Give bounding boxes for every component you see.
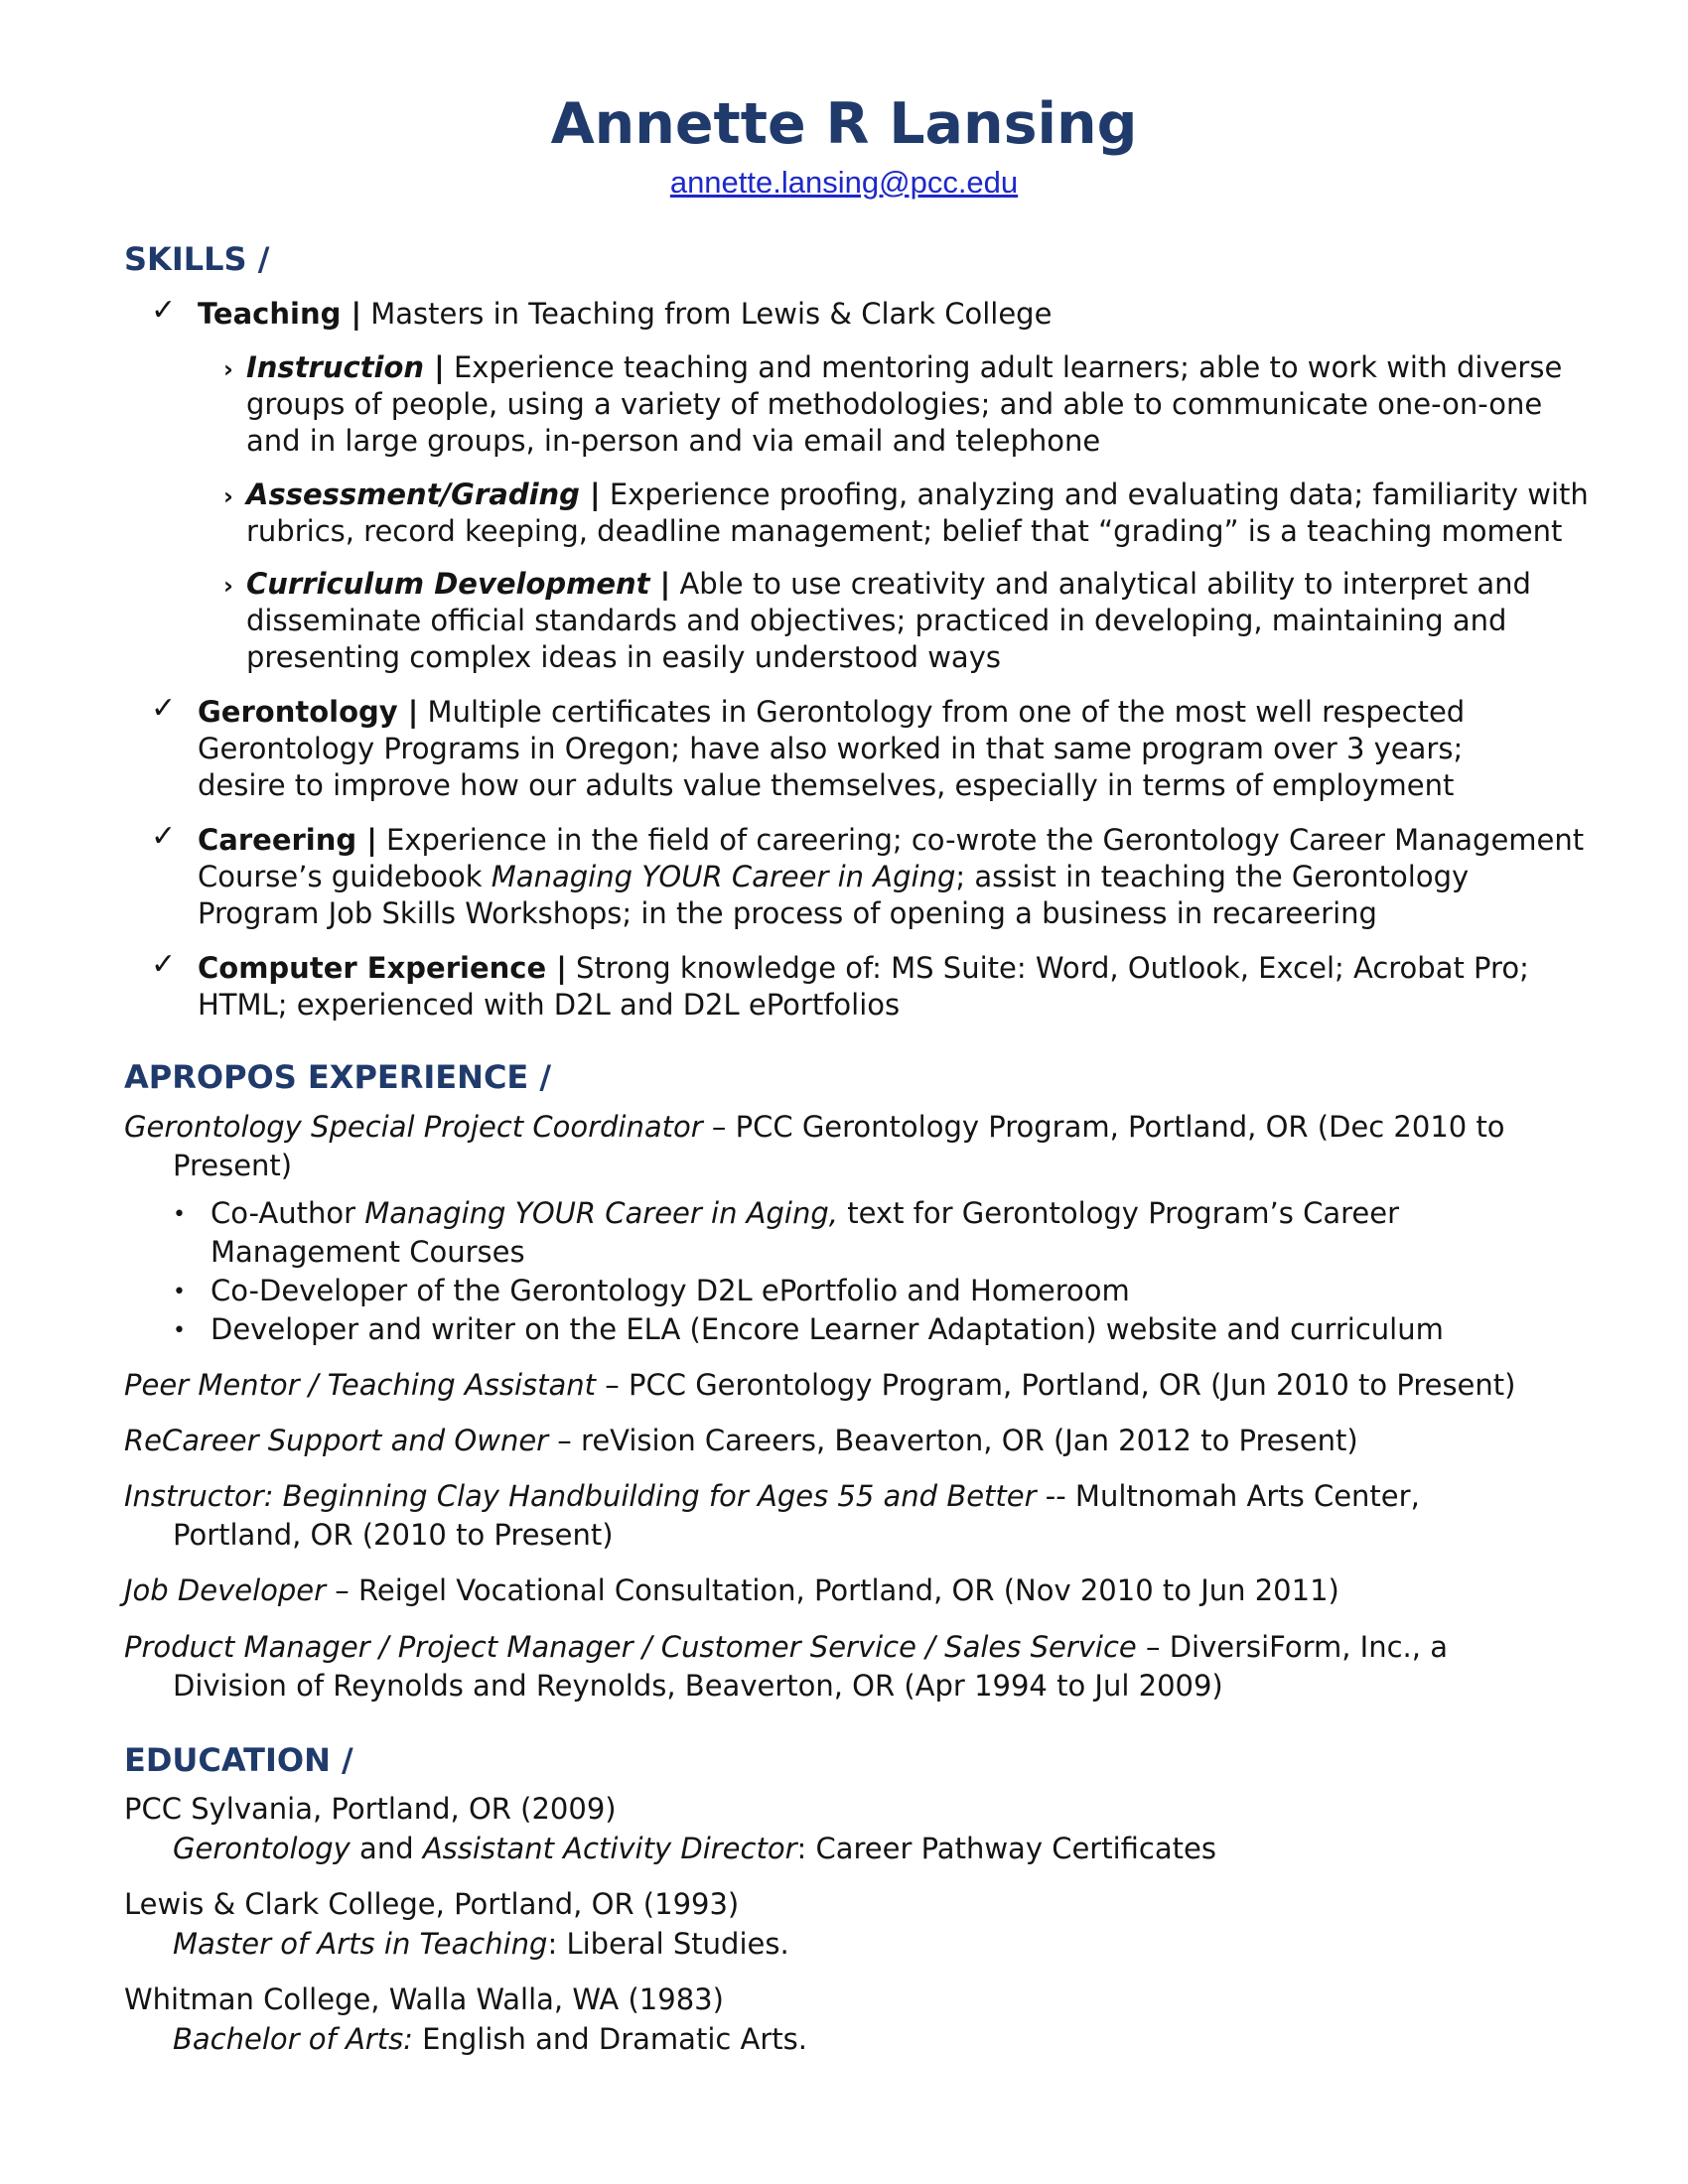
subskill-line: rubrics, record keeping, deadline management; belief that “grading” is a teaching moment (246, 514, 1563, 548)
subskill-text: Experience proofing, analyzing and evaluating data; familiarity with (600, 478, 1589, 511)
subskill-instruction (246, 350, 1563, 384)
job-entry (124, 1368, 1516, 1402)
subskill-title: Assessment/Grading | (246, 478, 601, 511)
subskill-line: groups of people, using a variety of methodologies; and able to communicate one-on-one (246, 387, 1543, 421)
subskill-title: Curriculum Development | (246, 567, 671, 601)
skill-line: Gerontology Programs in Oregon; have also worked in that same program over 3 years; (198, 732, 1464, 765)
skill-teaching (198, 297, 1053, 331)
subskill-title: Instruction | (246, 350, 445, 384)
subskill-text: Able to use creativity and analytical ability to interpret and (670, 567, 1531, 601)
subskill-line: and in large groups, in-person and via email and telephone (246, 424, 1101, 458)
job-details: – Reigel Vocational Consultation, Portland, OR (Nov 2010 to Jun 2011) (326, 1573, 1339, 1607)
skill-line: Program Job Skills Workshops; in the process of opening a business in recareering (198, 896, 1377, 930)
education-school: Whitman College, Walla Walla, WA (1983) (124, 1982, 724, 2016)
subskill-line: disseminate official standards and objectives; practiced in developing, maintaining and (246, 604, 1507, 637)
degree-name: Master of Arts in Teaching (173, 1927, 548, 1961)
education-school: PCC Sylvania, Portland, OR (2009) (124, 1792, 617, 1826)
degree-name: Gerontology (173, 1832, 351, 1865)
subskill-text: Experience teaching and mentoring adult learners; able to work with diverse (444, 350, 1563, 384)
skill-line (198, 860, 1470, 893)
experience-heading: APROPOS EXPERIENCE / (124, 1058, 552, 1096)
skill-text: Multiple certificates in Gerontology from one of the most well respected (418, 695, 1466, 729)
subskill-assessment (246, 480, 1589, 509)
degree-name: Bachelor of Arts: (173, 2022, 413, 2056)
job-bullet: Developer and writer on the ELA (Encore Learner Adaptation) website and curriculum (211, 1312, 1444, 1346)
job-details: – PCC Gerontology Program, Portland, OR (Dec 2010 to (702, 1110, 1505, 1144)
checkmark-icon: ✓ (151, 947, 177, 982)
skill-text: ; assist in teaching the Gerontology (955, 860, 1470, 893)
job-entry (124, 1573, 1339, 1607)
education-degree (173, 1927, 789, 1961)
job-title: Instructor: Beginning Clay Handbuilding for Ages 55 and Better (124, 1479, 1037, 1513)
bullet-icon: • (173, 1318, 186, 1343)
skill-title: Gerontology | (198, 695, 419, 729)
job-title: Product Manager / Project Manager / Customer Service / Sales Service (124, 1630, 1137, 1664)
candidate-name: Annette R Lansing (550, 91, 1138, 157)
education-heading: EDUCATION / (124, 1741, 353, 1779)
education-degree (173, 2022, 807, 2056)
skill-careering (198, 823, 1585, 857)
caret-right-icon: › (223, 572, 233, 600)
job-title: Peer Mentor / Teaching Assistant (124, 1368, 597, 1402)
job-continuation: Portland, OR (2010 to Present) (173, 1518, 614, 1552)
skill-text: Strong knowledge of: MS Suite: Word, Outlook, Excel; Acrobat Pro; (566, 951, 1529, 985)
subskill-line: presenting complex ideas in easily understood ways (246, 640, 1001, 674)
book-title: Managing YOUR Career in Aging, (364, 1196, 838, 1230)
job-bullet-continuation: Management Courses (211, 1235, 525, 1269)
job-continuation: Division of Reynolds and Reynolds, Beaverton, OR (Apr 1994 to Jul 2009) (173, 1669, 1223, 1703)
job-details: – reVision Careers, Beaverton, OR (Jan 2012 to Present) (548, 1424, 1358, 1457)
subskill-curriculum (246, 567, 1531, 601)
skill-computer (198, 951, 1529, 985)
job-details: – PCC Gerontology Program, Portland, OR (Jun 2010 to Present) (596, 1368, 1516, 1402)
job-entry (124, 1630, 1448, 1664)
job-details: – DiversiForm, Inc., a (1136, 1630, 1448, 1664)
skill-text: Masters in Teaching from Lewis & Clark College (361, 297, 1053, 331)
book-title: Managing YOUR Career in Aging (491, 860, 956, 893)
bullet-text: Co-Author (211, 1196, 365, 1230)
email-link[interactable]: annette.lansing@pcc.edu (669, 165, 1019, 200)
caret-right-icon: › (223, 355, 233, 383)
skill-title: Computer Experience | (198, 951, 567, 985)
degree-text: English and Dramatic Arts. (412, 2022, 807, 2056)
job-entry (124, 1479, 1420, 1513)
job-title: Gerontology Special Project Coordinator (124, 1110, 703, 1144)
skill-gerontology (198, 695, 1466, 729)
job-bullet: Co-Developer of the Gerontology D2L ePortfolio and Homeroom (211, 1274, 1130, 1307)
job-entry (124, 1110, 1505, 1144)
education-degree (173, 1832, 1216, 1865)
skill-text: Course’s guidebook (198, 860, 492, 893)
caret-right-icon: › (223, 482, 233, 510)
job-title: ReCareer Support and Owner (124, 1424, 549, 1457)
skill-title: Careering | (198, 823, 377, 857)
job-entry (124, 1424, 1358, 1457)
bullet-icon: • (173, 1202, 186, 1227)
bullet-icon: • (173, 1280, 186, 1304)
job-continuation: Present) (173, 1149, 293, 1182)
degree-text: : Career Pathway Certificates (796, 1832, 1216, 1865)
skills-heading: SKILLS / (124, 240, 270, 278)
checkmark-icon: ✓ (151, 691, 177, 726)
bullet-text: text for Gerontology Program’s Career (838, 1196, 1400, 1230)
degree-text: : Liberal Studies. (547, 1927, 789, 1961)
job-title: Job Developer (124, 1573, 327, 1607)
checkmark-icon: ✓ (151, 819, 177, 854)
checkmark-icon: ✓ (151, 293, 177, 328)
skill-line: HTML; experienced with D2L and D2L ePortfolios (198, 988, 901, 1022)
skill-text: Experience in the field of careering; co-wrote the Gerontology Career Management (376, 823, 1585, 857)
degree-name: Assistant Activity Director (422, 1832, 797, 1865)
skill-line: desire to improve how our adults value themselves, especially in terms of employment (198, 768, 1455, 802)
degree-text: and (350, 1832, 423, 1865)
job-details: -- Multnomah Arts Center, (1036, 1479, 1420, 1513)
skill-title: Teaching | (198, 297, 362, 331)
education-school: Lewis & Clark College, Portland, OR (1993) (124, 1887, 740, 1921)
job-bullet (211, 1196, 1400, 1230)
